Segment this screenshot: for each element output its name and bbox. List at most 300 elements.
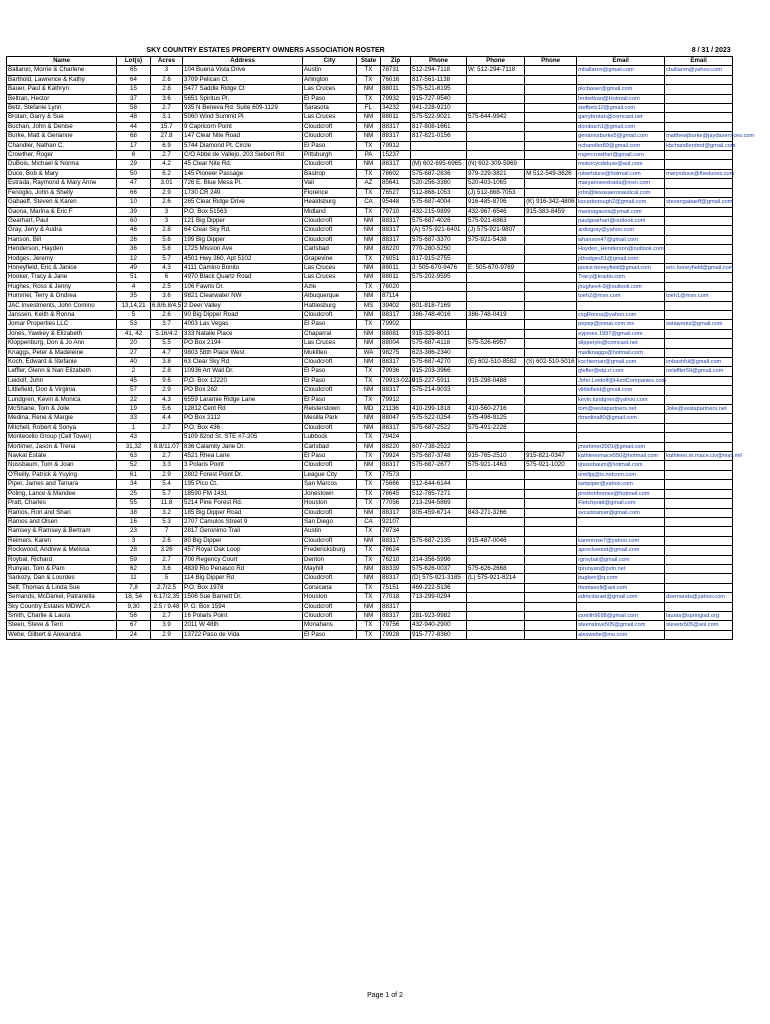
cell-phone-1: 817-808-1661: [411, 122, 467, 131]
cell-state: NM: [357, 235, 381, 244]
cell-city: Bastrop: [303, 169, 357, 178]
cell-phone-3: [525, 555, 577, 564]
cell-email-1[interactable]: toeh2@msn.com: [577, 292, 665, 301]
cell-phone-3: [525, 499, 577, 508]
cell-phone-2: 915-298-0488: [467, 376, 525, 385]
cell-zip: 88317: [381, 574, 411, 583]
cell-phone-2: [467, 611, 525, 620]
cell-name: O'Reilly, Patrick & Yuying: [7, 470, 117, 479]
cell-address: 1730 CR 249: [183, 188, 303, 197]
document-title: SKY COUNTRY ESTATES PROPERTY OWNERS ASSOCIATION ROSTER: [146, 46, 385, 54]
cell-acres: 3.1: [151, 113, 183, 122]
cell-phone-2: [467, 85, 525, 94]
cell-address: P. O. Box 1594: [183, 602, 303, 611]
cell-email-1[interactable]: oreillpj@ix.netcom.com: [577, 470, 665, 479]
table-row: [7, 499, 733, 508]
cell-acres: 2.7: [151, 151, 183, 160]
cell-email-2[interactable]: stevengabaeff@gmail.com: [666, 199, 733, 206]
cell-phone-1: 575-687-2522: [411, 423, 467, 432]
cell-city: Las Cruces: [303, 263, 357, 272]
roster-body: [7, 66, 755, 640]
cell-email-1[interactable]: donibuch1@gmail.com: [577, 122, 665, 131]
cell-address: 9821 Clearwater NW: [183, 292, 303, 301]
cell-name: JAC Investments, John Comino: [7, 301, 117, 310]
cell-zip: 75151: [381, 583, 411, 592]
cell-address: 9 Capricorn Point: [183, 122, 303, 131]
cell-email-1[interactable]: rogercrowther@gmail.com: [577, 151, 665, 160]
cell-email-2[interactable]: maryoduce@theduces.com: [666, 170, 735, 177]
cell-email-2[interactable]: toeh1@msn.com: [665, 292, 733, 301]
cell-email-2: [665, 188, 733, 197]
cell-phone-1: 575-687-4118: [411, 339, 467, 348]
cell-phone-1: 512-785-7271: [411, 489, 467, 498]
cell-state: MS: [357, 301, 381, 310]
table-row: [7, 169, 733, 178]
cell-email-1[interactable]: kevin.lundgren@yahoo.com: [577, 395, 665, 404]
cell-phone-2: [467, 386, 525, 395]
cell-phone-3: [525, 85, 577, 94]
cell-name: Chandler, Nathan C.: [7, 141, 117, 150]
cell-acres: 3: [151, 216, 183, 225]
cell-email-1[interactable]: john@texasaeronautical.com: [577, 188, 665, 197]
cell-email-1[interactable]: Fletchpratt@gmail.com: [577, 499, 665, 508]
cell-state: TX: [357, 320, 381, 329]
cell-acres: 3: [151, 207, 183, 216]
cell-zip: 88011: [381, 85, 411, 94]
cell-zip: 76210: [381, 555, 411, 564]
cell-state: TX: [357, 621, 381, 630]
cell-name: Fenoglio, John & Shelly: [7, 188, 117, 197]
cell-city: Azle: [303, 282, 357, 291]
cell-email-1[interactable]: vlittlefield@gmail.com: [577, 386, 665, 395]
cell-phone-1: 520-256-3380: [411, 179, 467, 188]
cell-zip: 79932: [381, 94, 411, 103]
cell-phone-1: [411, 602, 467, 611]
cell-name: Hummel, Terry & Ondrea: [7, 292, 117, 301]
cell-phone-2: [467, 470, 525, 479]
cell-name: Gaona, Marina & Eric F: [7, 207, 117, 216]
cell-phone-1: [411, 282, 467, 291]
cell-name: Bauer, Paul & Kathryn: [7, 85, 117, 94]
cell-email-2: [665, 160, 733, 169]
table-row: [7, 602, 733, 611]
cell-email-2[interactable]: stevetx505@aol.com: [665, 621, 733, 630]
cell-acres: 9.6: [151, 376, 183, 385]
cell-email-1[interactable]: madknaggs@hotmail.com: [577, 348, 665, 357]
cell-phone-3: [525, 546, 577, 555]
cell-phone-2: [467, 499, 525, 508]
cell-city: Mesilla Park: [303, 414, 357, 423]
cell-zip: 79912: [381, 395, 411, 404]
cell-email-2: [665, 310, 733, 319]
cell-email-2[interactable]: sotaworks@gmail.com: [665, 320, 733, 329]
cell-phone-3: [525, 621, 577, 630]
cell-email-2: [665, 546, 733, 555]
cell-email-2: [665, 216, 733, 225]
cell-email-1[interactable]: paulgearhart@outlook.com: [577, 216, 665, 225]
cell-lots: 57: [117, 386, 151, 395]
cell-email-2[interactable]: eric.honeyfield@gmail.com: [666, 264, 734, 271]
cell-zip: 79710: [381, 207, 411, 216]
cell-email-1[interactable]: prestonhomes@hotmail.com: [577, 489, 665, 498]
cell-email-1: [577, 75, 665, 84]
cell-acres: 6.17/2.35: [151, 593, 183, 602]
cell-email-2: [665, 480, 733, 489]
cell-email-1[interactable]: glefler@elp.rr.com: [577, 367, 665, 376]
cell-email-1[interactable]: thomasell@aol.com: [577, 583, 665, 592]
cell-phone-3: [525, 536, 577, 545]
cell-state: TX: [357, 395, 381, 404]
cell-phone-2: 575-496-9125: [467, 414, 525, 423]
cell-email-1[interactable]: kathleenmace550@hotmail.com: [577, 452, 665, 461]
cell-name: Barthold, Lawrence & Kathy: [7, 75, 117, 84]
cell-email-2[interactable]: dsemands@yahoo.com: [665, 593, 733, 602]
cell-zip: 77056: [381, 499, 411, 508]
cell-email-1[interactable]: jdhodges51@gmail.com: [577, 254, 665, 263]
cell-phone-2: (N) 602-309-5969: [467, 160, 525, 169]
cell-zip: 88317: [381, 461, 411, 470]
cell-email-1[interactable]: Tracy@kradio.com: [577, 273, 665, 282]
cell-acres: 4.2: [151, 160, 183, 169]
cell-email-1[interactable]: pkcbauer@gmail.com: [577, 85, 665, 94]
cell-email-1[interactable]: marinagaona@ymail.com: [577, 207, 665, 216]
cell-phone-1: [411, 395, 467, 404]
cell-email-1[interactable]: pepejr@jomar.com.mx: [577, 320, 665, 329]
cell-state: NM: [357, 442, 381, 451]
cell-city: Chaparral: [303, 329, 357, 338]
cell-city: Cloudcroft: [303, 226, 357, 235]
cell-email-1: [577, 602, 665, 611]
cell-email-1[interactable]: janice.honeyfield@gmail.com: [577, 263, 665, 272]
cell-email-1[interactable]: rlmedina80@gmail.com: [577, 414, 665, 423]
cell-lots: 22: [117, 395, 151, 404]
cell-state: NM: [357, 85, 381, 94]
cell-phone-2: 432-967-6546: [467, 207, 525, 216]
cell-address: 63 Clear Sky Rd: [183, 358, 303, 367]
cell-email-1[interactable]: csgRonna@yahoo.com: [577, 310, 665, 319]
cell-lots: 56: [117, 611, 151, 620]
cell-lots: 25: [117, 489, 151, 498]
cell-zip: 78731: [381, 66, 411, 75]
cell-lots: 53: [117, 320, 151, 329]
cell-phone-2: [467, 122, 525, 131]
cell-email-1[interactable]: John.Leidolf@HuntCompanies.com: [578, 377, 667, 384]
cell-address: 2 Deer Valley: [183, 301, 303, 310]
cell-email-1[interactable]: ardisgray@yahoo.com: [577, 226, 665, 235]
cell-email-1[interactable]: garrybrotan@comcast.net: [577, 113, 665, 122]
cell-lots: 5: [117, 310, 151, 319]
cell-email-1[interactable]: alexwebe@me.com: [577, 630, 665, 639]
cell-email-1[interactable]: aprockwood@gmail.com: [577, 546, 665, 555]
cell-email-2: [665, 630, 733, 639]
cell-city: Grapevine: [303, 254, 357, 263]
cell-email-1[interactable]: stefbetz12@gmail.com: [577, 104, 665, 113]
cell-phone-3: [525, 442, 577, 451]
cell-email-1[interactable]: jmortimer2001@gmail.com: [577, 442, 665, 451]
cell-phone-2: [467, 292, 525, 301]
cell-email-1[interactable]: motorcycdeluxe@aol.com: [577, 160, 665, 169]
cell-lots: 59: [117, 555, 151, 564]
table-row: [7, 273, 733, 282]
cell-state: TX: [357, 452, 381, 461]
cell-city: Las Cruces: [303, 85, 357, 94]
cell-phone-3: [525, 141, 577, 150]
cell-email-1[interactable]: tprunyan@pvtn.net: [577, 564, 665, 573]
cell-state: NM: [357, 132, 381, 141]
table-row: [7, 367, 733, 376]
cell-email-1[interactable]: tampiper@yahoo.com: [577, 480, 665, 489]
table-row: [7, 113, 733, 122]
cell-email-1[interactable]: geriannsburke5@gmail.com: [577, 132, 665, 141]
cell-email-1[interactable]: nchandler89@gmail.com: [577, 141, 665, 150]
cell-city: Fredericksburg: [303, 546, 357, 555]
cell-email-2[interactable]: kbchandlerdmd@gmail.com: [666, 142, 736, 149]
cell-acres: 5.6: [151, 235, 183, 244]
cell-email-1[interactable]: kochieman@gmail.com: [577, 358, 665, 367]
cell-zip: 88317: [381, 508, 411, 517]
cell-email-1[interactable]: rgroybal@gmail.com: [577, 555, 665, 564]
cell-email-1[interactable]: svcamtamar@gmail.com: [577, 508, 665, 517]
cell-email-1[interactable]: whanson47@gmail.com: [577, 235, 665, 244]
cell-email-1[interactable]: tjnussbaum@hotmail.com: [577, 461, 665, 470]
cell-email-2: [665, 489, 733, 498]
cell-zip: 88011: [381, 263, 411, 272]
cell-name: Jones, Yawkey & Elizabeth: [7, 329, 117, 338]
cell-email-2[interactable]: kathleen.m.mace.civ@mail.mil: [666, 453, 742, 460]
cell-zip: 88317: [381, 160, 411, 169]
cell-name: Janssen, Keith & Ronna: [7, 310, 117, 319]
cell-name: Crowther, Roger: [7, 151, 117, 160]
column-header-phone-1: Phone: [411, 57, 467, 66]
cell-state: NM: [357, 574, 381, 583]
cell-email-1[interactable]: mballaron@gmail.com: [577, 66, 665, 75]
column-header-lots: Lot(s): [117, 57, 151, 66]
column-header-name: Name: [7, 57, 117, 66]
cell-city: Cloudcroft: [303, 536, 357, 545]
cell-email-2: [665, 329, 733, 338]
cell-lots: 61: [117, 470, 151, 479]
table-row: [7, 207, 733, 216]
cell-acres: 3.2: [151, 508, 183, 517]
table-row: [7, 245, 733, 254]
cell-address: 185 Big Dipper Road: [183, 508, 303, 517]
cell-email-1[interactable]: karenrose7@yahoo.com: [577, 536, 665, 545]
cell-address: 114 Big Dipper Rd: [183, 574, 303, 583]
cell-acres: 5.7: [151, 489, 183, 498]
cell-acres: 4.7: [151, 348, 183, 357]
cell-name: Hanson, Bill: [7, 235, 117, 244]
cell-zip: 79424: [381, 433, 411, 442]
cell-phone-2: 575-644-9942: [467, 113, 525, 122]
cell-email-1[interactable]: slipperylo@comcast.net: [577, 339, 665, 348]
cell-address: 4111 Camino Bonito: [183, 263, 303, 272]
cell-acres: 15.7: [151, 122, 183, 131]
table-row: [7, 508, 733, 517]
cell-address: 10936 Art Wall Dr.: [183, 367, 303, 376]
cell-email-2[interactable]: imbashful@gmail.com: [665, 358, 733, 367]
table-row: [7, 329, 733, 338]
cell-zip: 39402: [381, 301, 411, 310]
cell-phone-1: 915-203-3966: [411, 367, 467, 376]
cell-name: Betz, Stefanie Lynn: [7, 104, 117, 113]
cell-email-1[interactable]: sdmcdaniel@gmail.com: [577, 593, 665, 602]
cell-name: Leffler, Glenn & Nan Elizabeth: [7, 367, 117, 376]
cell-city: El Paso: [303, 367, 357, 376]
cell-state: TX: [357, 141, 381, 150]
cell-email-1[interactable]: eyjones.1997@gmail.com: [577, 329, 665, 338]
cell-acres: 2.6: [151, 75, 183, 84]
cell-email-2[interactable]: neleffler59@gmail.com: [665, 367, 733, 376]
cell-lots: 51: [117, 273, 151, 282]
table-row: [7, 555, 733, 564]
cell-acres: 2.7: [151, 452, 183, 461]
cell-name: Leidolf, John: [7, 376, 117, 385]
cell-email-2: [665, 151, 733, 160]
cell-lots: 49: [117, 263, 151, 272]
cell-phone-2: [467, 593, 525, 602]
cell-email-2: [665, 564, 733, 573]
cell-lots: 6: [117, 151, 151, 160]
cell-email-1[interactable]: robertduce@hotmail.com: [577, 169, 665, 178]
cell-name: Buchan, John & Denise: [7, 122, 117, 131]
cell-email-2: [665, 527, 733, 536]
cell-phone-2: 575-526-6957: [467, 339, 525, 348]
cell-phone-1: 432-215-9899: [411, 207, 467, 216]
table-row: [7, 282, 733, 291]
cell-phone-1: 713-299-0294: [411, 593, 467, 602]
cell-address: 6559 Laramie Ridge Lane: [183, 395, 303, 404]
cell-email-2[interactable]: cballaron@yahoo.com: [665, 66, 733, 75]
cell-phone-2: [467, 583, 525, 592]
page-footer: Page 1 of 2: [367, 992, 403, 999]
cell-phone-1: [411, 546, 467, 555]
cell-email-1: [577, 517, 665, 526]
cell-email-1[interactable]: steenslove505@gmail.com: [577, 621, 665, 630]
cell-phone-3: [525, 254, 577, 263]
cell-zip: 76051: [381, 254, 411, 263]
cell-phone-2: (E) 602-510-8582: [467, 358, 525, 367]
cell-email-1[interactable]: Hayden_Henderson@outlook.com: [578, 246, 664, 253]
cell-phone-1: 469-222-5136: [411, 583, 467, 592]
cell-phone-2: [467, 75, 525, 84]
table-row: [7, 179, 733, 188]
column-header-city: City: [303, 57, 357, 66]
cell-email-1[interactable]: csmith9698@gmail.com: [577, 611, 665, 620]
table-row: [7, 611, 733, 620]
cell-phone-1: [411, 527, 467, 536]
cell-address: 4970 Black Quartz Road: [183, 273, 303, 282]
cell-address: 5651 Spiritus Pl.: [183, 94, 303, 103]
cell-phone-3: [525, 310, 577, 319]
cell-phone-3: [525, 104, 577, 113]
cell-phone-3: [525, 292, 577, 301]
cell-zip: 79936: [381, 367, 411, 376]
cell-phone-2: 575-921-1463: [467, 461, 525, 470]
cell-name: Medina, Rene & Margie: [7, 414, 117, 423]
cell-city: Austin: [303, 66, 357, 75]
cell-state: NM: [357, 292, 381, 301]
cell-address: 1506 Sue Barnett Dr.: [183, 593, 303, 602]
cell-lots: 41, 42: [117, 329, 151, 338]
cell-phone-3: [525, 301, 577, 310]
cell-phone-1: 214-356-5996: [411, 555, 467, 564]
cell-city: El Paso: [303, 141, 357, 150]
cell-zip: 79902: [381, 320, 411, 329]
cell-address: P.O. Box 51563: [183, 207, 303, 216]
cell-city: Arlington: [303, 75, 357, 84]
cell-acres: 2.8: [151, 226, 183, 235]
table-row: [7, 94, 733, 103]
cell-phone-2: [467, 348, 525, 357]
cell-state: TX: [357, 527, 381, 536]
cell-email-1[interactable]: bugken@q.com: [577, 574, 665, 583]
cell-phone-1: 432-940-2900: [411, 621, 467, 630]
cell-email-2[interactable]: Jolie@vestapartners.net: [665, 405, 733, 414]
cell-phone-2: [467, 367, 525, 376]
cell-address: 104 Buena Vista Drive: [183, 66, 303, 75]
cell-name: Kloppenburg, Don & Jo Ann: [7, 339, 117, 348]
cell-address: 80 Big Dipper: [183, 536, 303, 545]
cell-address: 5214 Pine Forest Rd.: [183, 499, 303, 508]
cell-city: El Paso: [303, 376, 357, 385]
cell-city: El Paso: [303, 395, 357, 404]
cell-name: Beltran, Hector: [7, 94, 117, 103]
cell-zip: 15237: [381, 151, 411, 160]
cell-name: Koch, Edward & Stefanie: [7, 358, 117, 367]
cell-phone-3: [525, 405, 577, 414]
cell-email-2: [665, 536, 733, 545]
cell-phone-3: [525, 329, 577, 338]
cell-phone-1: 575-687-4270: [411, 358, 467, 367]
cell-city: League City: [303, 470, 357, 479]
cell-email-1[interactable]: maryanneestrada@msn.com: [577, 179, 665, 188]
cell-address: 4521 Rhea Lane: [183, 452, 303, 461]
cell-lots: 67: [117, 621, 151, 630]
cell-email-2[interactable]: lauras@springisd.org: [665, 611, 733, 620]
cell-phone-3: M 512-549-3626: [525, 169, 577, 178]
cell-lots: 36: [117, 245, 151, 254]
cell-city: Las Cruces: [303, 113, 357, 122]
cell-phone-1: 575-522-0254: [411, 414, 467, 423]
cell-acres: 2.9: [151, 630, 183, 639]
cell-city: Carlsbad: [303, 245, 357, 254]
cell-acres: 8.8/11.07: [151, 442, 183, 451]
cell-state: NM: [357, 245, 381, 254]
cell-acres: 5.3: [151, 517, 183, 526]
cell-acres: 3.6: [151, 94, 183, 103]
cell-email-1[interactable]: hmbeltran@Hotmail.com: [577, 94, 665, 103]
cell-email-2: [665, 376, 733, 385]
cell-email-1[interactable]: kscarborough2@gmail.com: [577, 198, 665, 207]
cell-name: Poling, Lance & Mandee: [7, 489, 117, 498]
cell-state: TX: [357, 480, 381, 489]
cell-email-1[interactable]: tom@vestapartners.net: [577, 405, 665, 414]
column-header-phone-3: Phone: [525, 57, 577, 66]
cell-email-1[interactable]: jhughes4-9@outlook.com: [577, 282, 665, 291]
cell-phone-3: [525, 113, 577, 122]
cell-phone-3: [525, 527, 577, 536]
cell-address: 4839 Rio Penasco Rd: [183, 564, 303, 573]
cell-email-2[interactable]: matthewjburke@jaydaservices.com: [666, 133, 755, 140]
cell-acres: 2.5: [151, 282, 183, 291]
cell-phone-1: 575-687-3748: [411, 452, 467, 461]
table-row: [7, 310, 733, 319]
cell-phone-2: 520-403-1065: [467, 179, 525, 188]
cell-email-2: [665, 602, 733, 611]
cell-acres: 3.3: [151, 461, 183, 470]
cell-phone-3: [525, 367, 577, 376]
cell-zip: 78645: [381, 489, 411, 498]
